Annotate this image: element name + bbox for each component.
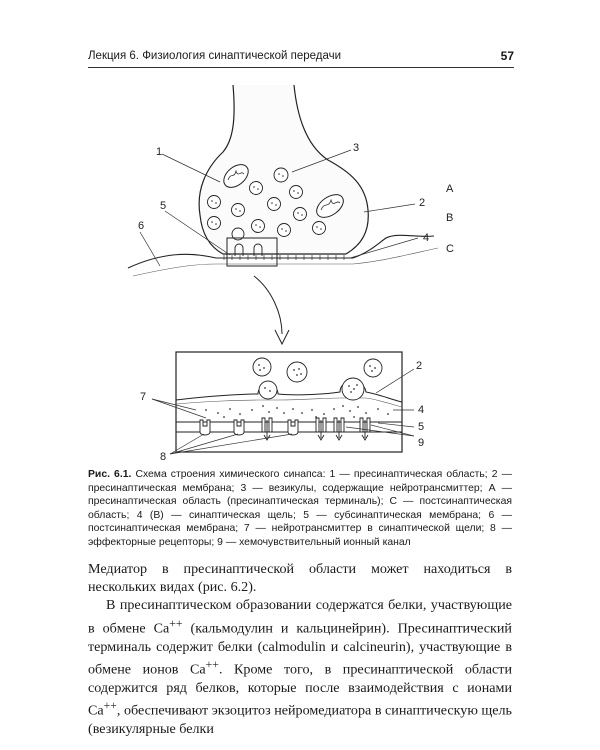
label-4: 4 <box>423 232 430 244</box>
label-6: 6 <box>138 220 145 232</box>
body-text <box>88 560 512 738</box>
label-9: 9 <box>418 437 425 449</box>
label-b: B <box>446 212 454 224</box>
paragraph-2-text-b: (кальмодулин и кальцинейрин). Пресинаптический терминаль содержит белки (calmodulin и calcineurin), участвующие в обмене ионов Ca <box>88 620 512 678</box>
paragraph-2-text-c: . Кроме того, в пресинаптической области содержится ряд белков, которые после взаимодействия с ионами Ca <box>88 661 512 719</box>
header-rule <box>88 67 514 68</box>
label-7: 7 <box>140 391 147 403</box>
label-3: 3 <box>353 142 360 154</box>
label-5: 5 <box>160 200 167 212</box>
paragraph-2 <box>88 596 512 737</box>
page-number: 57 <box>500 49 514 63</box>
label-a: A <box>446 183 454 195</box>
label-5-lower: 5 <box>418 421 425 433</box>
label-8: 8 <box>160 451 167 463</box>
paragraph-1-text: Медиатор в пресинаптической области может находиться в нескольких видах (рис. 6.2). <box>88 561 512 596</box>
superscript-1: ++ <box>169 616 183 630</box>
label-4-lower: 4 <box>418 404 425 416</box>
paragraph-1 <box>88 560 512 596</box>
paragraph-2-text-a: В пресинаптическом образовании содержатся белки, участвующие в обмене Ca <box>88 597 512 637</box>
paragraph-2-text-d: , обеспечивают экзоцитоз нейромедиатора в синаптическую щель (везикулярные белки <box>88 702 512 737</box>
caption-text: Схема строения химического синапса: 1 — пресинаптическая область; 2 — пресинаптическая мембрана; 3 — везикулы, содержащие нейротрансмиттер; А — пресинаптическая область (пресинаптическая терминаль); С — постсинаптическая область; 4 (В) — синаптическая щель; 5 — субсинаптическая мембрана; 6 — постсинаптическая мембрана; 7 — нейротрансмиттер в синаптической щели; 8 — эффекторные рецепторы; 9 — хемочувствительный ионный канал <box>88 469 512 548</box>
superscript-3: ++ <box>103 698 117 712</box>
label-2-lower: 2 <box>416 360 423 372</box>
header-title: Лекция 6. Физиология синаптической передачи <box>88 50 342 62</box>
lower-diagram <box>140 352 424 463</box>
figure-caption <box>88 468 512 550</box>
upper-diagram <box>128 85 454 344</box>
label-2: 2 <box>419 197 426 209</box>
label-1: 1 <box>156 146 163 158</box>
synapse-figure <box>88 80 512 466</box>
superscript-2: ++ <box>205 657 219 671</box>
label-c: C <box>446 243 454 255</box>
caption-label: Рис. 6.1. <box>88 469 132 480</box>
running-header <box>88 44 514 68</box>
zoom-arrow <box>254 276 289 344</box>
